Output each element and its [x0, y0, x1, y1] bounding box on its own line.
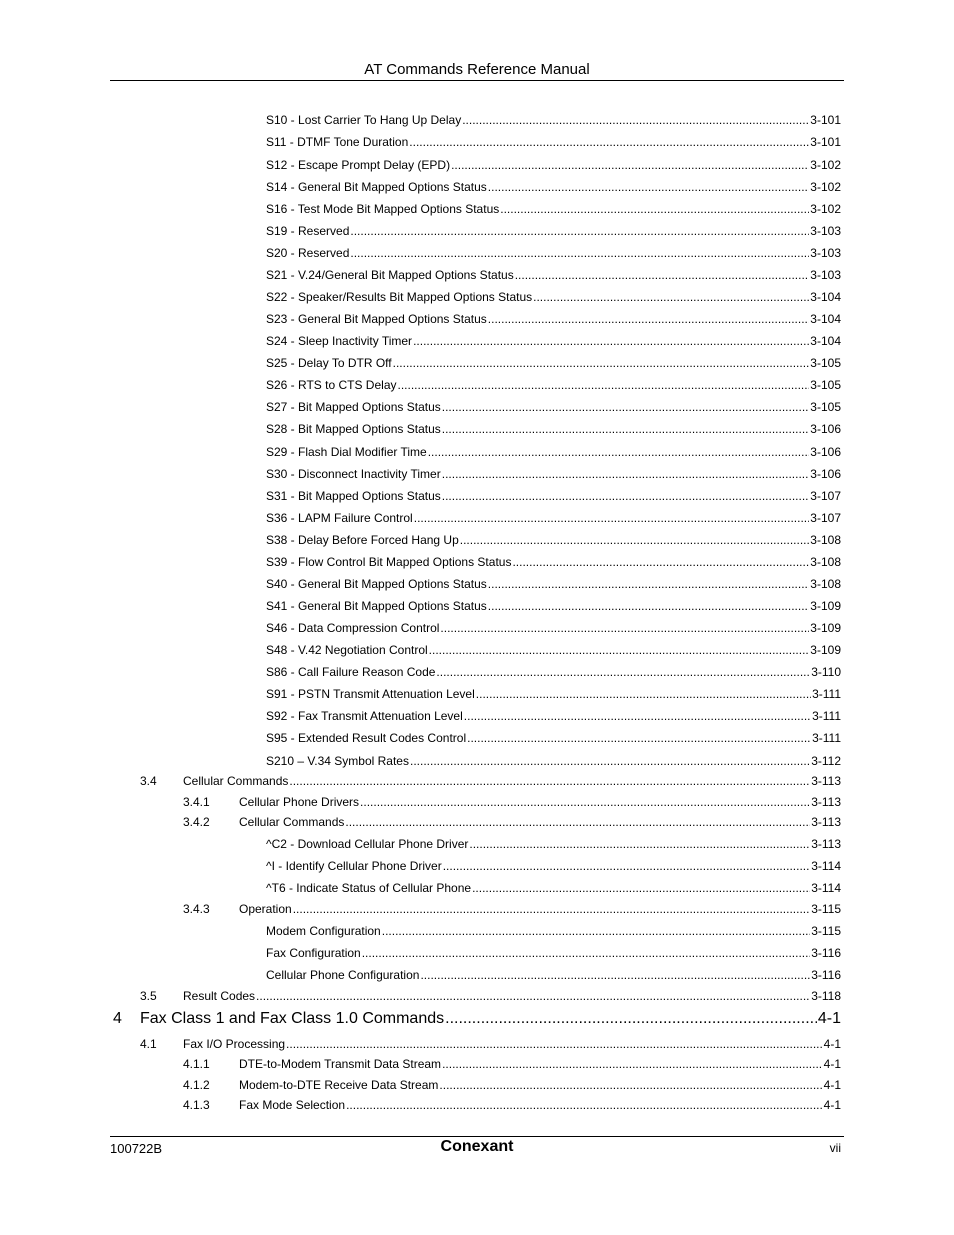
toc-entry[interactable]	[266, 858, 841, 874]
toc-dot-leader	[442, 488, 810, 504]
toc-entry[interactable]	[140, 773, 841, 789]
toc-entry-page: 3-115	[811, 924, 841, 938]
toc-entry-page: 3-114	[811, 881, 841, 895]
toc-entry[interactable]	[266, 554, 841, 570]
toc-dot-leader	[362, 945, 810, 961]
toc-entry[interactable]	[266, 245, 841, 261]
toc-entry[interactable]	[266, 157, 841, 173]
toc-entry[interactable]	[266, 836, 841, 852]
toc-entry-title: S14 - General Bit Mapped Options Status	[266, 180, 487, 194]
toc-entry[interactable]	[266, 923, 841, 939]
toc-entry-title: S11 - DTMF Tone Duration	[266, 135, 409, 149]
toc-entry-page: 3-105	[810, 356, 841, 370]
footer-page-number: vii	[829, 1141, 841, 1155]
toc-entry-title: S38 - Delay Before Forced Hang Up	[266, 533, 459, 547]
toc-dot-leader	[472, 880, 810, 896]
toc-entry[interactable]	[266, 267, 841, 283]
footer-rule	[110, 1136, 844, 1137]
toc-entry-page: 3-106	[810, 445, 841, 459]
toc-entry-title: Cellular Phone Configuration	[266, 968, 420, 982]
toc-entry-title: ^I - Identify Cellular Phone Driver	[266, 859, 442, 873]
toc-dot-leader	[445, 1009, 817, 1029]
toc-entry-title: S20 - Reserved	[266, 246, 350, 260]
toc-entry-page: 3-107	[810, 511, 841, 525]
toc-entry-page: 3-115	[811, 902, 841, 916]
toc-entry[interactable]	[266, 112, 841, 128]
toc-entry[interactable]	[266, 642, 841, 658]
toc-entry-title: Cellular Commands	[183, 774, 289, 788]
toc-entry[interactable]	[266, 880, 841, 896]
toc-dot-leader	[414, 510, 810, 526]
toc-entry-page: 3-107	[810, 489, 841, 503]
toc-dot-leader	[512, 554, 809, 570]
toc-entry-page: 3-108	[810, 555, 841, 569]
toc-entry-page: 4-1	[823, 1098, 841, 1112]
toc-entry-page: 3-109	[810, 599, 841, 613]
toc-dot-leader	[442, 421, 810, 437]
toc-entry-title: S92 - Fax Transmit Attenuation Level	[266, 709, 463, 723]
toc-dot-leader	[382, 923, 810, 939]
toc-entry-page: 3-110	[811, 665, 841, 679]
toc-dot-leader	[488, 576, 810, 592]
toc-entry-page: 3-104	[810, 312, 841, 326]
toc-entry-title: Fax Mode Selection	[239, 1098, 346, 1112]
toc-entry-page: 3-101	[810, 135, 841, 149]
toc-entry[interactable]	[266, 289, 841, 305]
toc-entry-title: S25 - Delay To DTR Off	[266, 356, 392, 370]
toc-entry[interactable]	[266, 399, 841, 415]
toc-entry[interactable]	[266, 730, 841, 746]
toc-entry-title: ^T6 - Indicate Status of Cellular Phone	[266, 881, 472, 895]
toc-dot-leader	[488, 598, 810, 614]
toc-dot-leader	[286, 1036, 823, 1052]
toc-dot-leader	[464, 708, 811, 724]
footer-company: Conexant	[440, 1138, 514, 1155]
toc-entry-title: Fax Class 1 and Fax Class 1.0 Commands	[140, 1010, 445, 1027]
toc-entry-page: 3-105	[810, 378, 841, 392]
toc-entry-page: 3-111	[812, 709, 841, 723]
toc-entry-page: 3-106	[810, 467, 841, 481]
toc-dot-leader	[469, 836, 810, 852]
toc-dot-leader	[439, 1077, 822, 1093]
toc-entry-title: S12 - Escape Prompt Delay (EPD)	[266, 158, 451, 172]
toc-entry-page: 3-102	[810, 158, 841, 172]
toc-entry[interactable]	[266, 664, 841, 680]
toc-entry-page: 3-103	[810, 246, 841, 260]
toc-entry-page: 3-116	[811, 946, 841, 960]
toc-entry-page: 3-111	[812, 731, 841, 745]
toc-entry-title: S31 - Bit Mapped Options Status	[266, 489, 441, 503]
toc-dot-leader	[398, 377, 810, 393]
toc-dot-leader	[289, 773, 810, 789]
toc-dot-leader	[488, 179, 810, 195]
toc-entry-page: 3-108	[810, 577, 841, 591]
toc-entry[interactable]	[266, 488, 841, 504]
toc-entry-page: 3-111	[812, 687, 841, 701]
toc-entry-page: 3-112	[811, 754, 841, 768]
toc-entry-title: S210 – V.34 Symbol Rates	[266, 754, 409, 768]
toc-entry-title: S24 - Sleep Inactivity Timer	[266, 334, 413, 348]
toc-entry[interactable]	[266, 201, 841, 217]
toc-entry[interactable]	[266, 753, 841, 769]
toc-entry[interactable]	[183, 814, 841, 830]
toc-entry-title: S30 - Disconnect Inactivity Timer	[266, 467, 441, 481]
toc-entry-title: S91 - PSTN Transmit Attenuation Level	[266, 687, 475, 701]
toc-dot-leader	[451, 157, 809, 173]
toc-entry-number: 3.4.1	[183, 795, 210, 809]
toc-entry-page: 3-109	[810, 621, 841, 635]
toc-dot-leader	[428, 444, 810, 460]
toc-dot-leader	[488, 311, 810, 327]
toc-entry[interactable]	[266, 466, 841, 482]
page-header-title: AT Commands Reference Manual	[364, 61, 590, 78]
toc-entry-title: S46 - Data Compression Control	[266, 621, 440, 635]
toc-entry-page: 3-113	[811, 815, 841, 829]
toc-dot-leader	[476, 686, 811, 702]
toc-entry[interactable]	[266, 576, 841, 592]
toc-entry[interactable]	[266, 945, 841, 961]
toc-dot-leader	[440, 620, 809, 636]
toc-entry-number: 4.1.1	[183, 1057, 210, 1071]
toc-entry-title: S95 - Extended Result Codes Control	[266, 731, 467, 745]
toc-entry[interactable]	[266, 421, 841, 437]
toc-entry[interactable]	[266, 620, 841, 636]
toc-entry-page: 3-108	[810, 533, 841, 547]
toc-entry-page: 3-118	[811, 989, 841, 1003]
toc-entry[interactable]	[266, 311, 841, 327]
toc-dot-leader	[293, 901, 810, 917]
toc-entry-page: 3-105	[810, 400, 841, 414]
toc-entry-page: 3-113	[811, 795, 841, 809]
toc-entry-title: S48 - V.42 Negotiation Control	[266, 643, 428, 657]
toc-entry-title: S27 - Bit Mapped Options Status	[266, 400, 441, 414]
toc-dot-leader	[460, 532, 810, 548]
toc-entry-page: 3-101	[810, 113, 841, 127]
toc-entry[interactable]	[266, 179, 841, 195]
toc-dot-leader	[409, 134, 809, 150]
toc-dot-leader	[420, 967, 810, 983]
toc-dot-leader	[413, 333, 809, 349]
toc-entry-number: 4.1.3	[183, 1098, 210, 1112]
toc-entry-title: S28 - Bit Mapped Options Status	[266, 422, 441, 436]
toc-entry-page: 4-1	[823, 1057, 841, 1071]
toc-entry[interactable]	[266, 686, 841, 702]
toc-entry[interactable]	[266, 532, 841, 548]
toc-entry[interactable]	[266, 708, 841, 724]
toc-entry-title: S39 - Flow Control Bit Mapped Options Status	[266, 555, 512, 569]
toc-entry-title: S16 - Test Mode Bit Mapped Options Status	[266, 202, 500, 216]
toc-entry-number: 3.4.2	[183, 815, 210, 829]
toc-entry-title: Modem Configuration	[266, 924, 381, 938]
toc-entry[interactable]	[266, 598, 841, 614]
toc-entry[interactable]	[266, 333, 841, 349]
toc-entry-number: 4.1	[140, 1037, 157, 1051]
toc-dot-leader	[515, 267, 810, 283]
toc-entry-number: 3.5	[140, 989, 157, 1003]
toc-entry-title: S10 - Lost Carrier To Hang Up Delay	[266, 113, 462, 127]
toc-entry-title: S29 - Flash Dial Modifier Time	[266, 445, 427, 459]
toc-dot-leader	[360, 794, 810, 810]
toc-entry[interactable]	[266, 223, 841, 239]
toc-dot-leader	[345, 814, 810, 830]
toc-dot-leader	[346, 1097, 823, 1113]
toc-entry-page: 3-104	[810, 334, 841, 348]
toc-entry-number: 3.4.3	[183, 902, 210, 916]
toc-entry[interactable]	[183, 794, 841, 810]
toc-entry-title: Result Codes	[183, 989, 256, 1003]
toc-entry-page: 4-1	[817, 1010, 841, 1027]
toc-dot-leader	[350, 223, 809, 239]
toc-entry-page: 3-106	[810, 422, 841, 436]
toc-dot-leader	[500, 201, 809, 217]
toc-dot-leader	[436, 664, 810, 680]
toc-dot-leader	[467, 730, 811, 746]
toc-entry[interactable]	[266, 444, 841, 460]
toc-entry-title: Fax I/O Processing	[183, 1037, 286, 1051]
toc-entry-title: S19 - Reserved	[266, 224, 350, 238]
toc-entry-title: Fax Configuration	[266, 946, 361, 960]
toc-entry-page: 3-113	[811, 774, 841, 788]
toc-entry-title: S23 - General Bit Mapped Options Status	[266, 312, 487, 326]
toc-entry[interactable]	[266, 355, 841, 371]
toc-entry-page: 3-116	[811, 968, 841, 982]
toc-entry[interactable]	[183, 901, 841, 917]
toc-entry-title: DTE-to-Modem Transmit Data Stream	[239, 1057, 442, 1071]
toc-entry-page: 3-109	[810, 643, 841, 657]
toc-entry-title: Cellular Phone Drivers	[239, 795, 360, 809]
toc-dot-leader	[462, 112, 809, 128]
toc-entry[interactable]	[140, 988, 841, 1004]
toc-entry-title: S86 - Call Failure Reason Code	[266, 665, 436, 679]
toc-dot-leader	[350, 245, 809, 261]
toc-entry-number: 3.4	[140, 774, 157, 788]
toc-entry-page: 3-114	[811, 859, 841, 873]
toc-entry-title: Cellular Commands	[239, 815, 345, 829]
toc-entry-title: S22 - Speaker/Results Bit Mapped Options Status	[266, 290, 533, 304]
toc-entry-page: 4-1	[823, 1037, 841, 1051]
toc-entry[interactable]	[183, 1056, 841, 1072]
toc-entry-title: S21 - V.24/General Bit Mapped Options Status	[266, 268, 514, 282]
toc-dot-leader	[533, 289, 809, 305]
footer-doc-number: 100722B	[110, 1141, 163, 1156]
toc-dot-leader	[429, 642, 810, 658]
toc-entry-page: 3-113	[811, 837, 841, 851]
toc-dot-leader	[410, 753, 810, 769]
toc-entry-number: 4	[113, 1010, 122, 1027]
toc-entry-title: Operation	[239, 902, 292, 916]
toc-entry-title: ^C2 - Download Cellular Phone Driver	[266, 837, 469, 851]
toc-entry[interactable]	[266, 510, 841, 526]
toc-dot-leader	[393, 355, 810, 371]
toc-entry[interactable]	[140, 1036, 841, 1052]
toc-dot-leader	[443, 858, 810, 874]
toc-entry[interactable]	[266, 134, 841, 150]
toc-dot-leader	[442, 399, 810, 415]
header-rule	[110, 80, 844, 81]
toc-entry-page: 3-102	[810, 202, 841, 216]
toc-entry[interactable]	[183, 1097, 841, 1113]
toc-entry-title: Modem-to-DTE Receive Data Stream	[239, 1078, 439, 1092]
toc-entry[interactable]	[266, 967, 841, 983]
toc-entry-page: 4-1	[823, 1078, 841, 1092]
toc-dot-leader	[442, 1056, 823, 1072]
toc-dot-leader	[442, 466, 810, 482]
toc-entry-page: 3-104	[810, 290, 841, 304]
toc-entry-page: 3-103	[810, 268, 841, 282]
toc-entry-title: S36 - LAPM Failure Control	[266, 511, 413, 525]
toc-entry[interactable]	[266, 377, 841, 393]
toc-entry[interactable]	[183, 1077, 841, 1093]
toc-entry-page: 3-103	[810, 224, 841, 238]
toc-dot-leader	[256, 988, 810, 1004]
toc-entry-number: 4.1.2	[183, 1078, 210, 1092]
toc-entry-title: S41 - General Bit Mapped Options Status	[266, 599, 487, 613]
toc-entry[interactable]	[113, 1009, 841, 1029]
toc-entry-page: 3-102	[810, 180, 841, 194]
toc-entry-title: S26 - RTS to CTS Delay	[266, 378, 397, 392]
toc-entry-title: S40 - General Bit Mapped Options Status	[266, 577, 487, 591]
